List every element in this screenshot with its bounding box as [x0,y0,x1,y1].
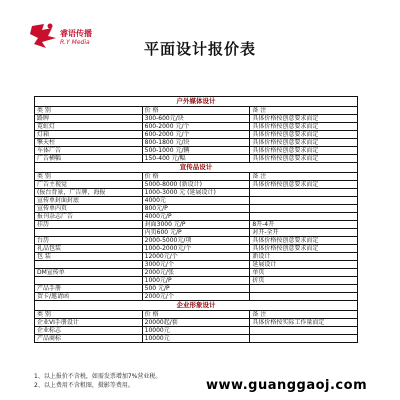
category-cell: 广告主视觉 [35,181,143,189]
category-cell: 宣传单内页 [35,205,143,213]
price-cell: 1000元/P [142,277,250,285]
price-cell: 内页600 元/P [142,229,250,237]
column-header: 类 别 [35,107,143,115]
price-cell: 5000-8000 (新设计) [142,181,250,189]
remark-cell [250,293,358,301]
table-row [35,115,358,123]
category-cell: 报刊杂志广告 [35,213,143,221]
category-cell: 灯箱 [35,131,143,139]
remark-cell [250,327,358,335]
category-cell: 贺卡/邀请函 [35,293,143,301]
price-cell: 600-2000 元/个 [142,131,250,139]
table-row [35,253,358,261]
remark-cell: 具体价格按实际工作量而定 [250,319,358,327]
table-row [35,139,358,147]
column-header: 价 格 [142,107,250,115]
remark-cell [250,285,358,293]
price-cell: 500 元/P [142,285,250,293]
remark-cell: 对开-全开 [250,229,358,237]
section-heading-row [35,301,358,311]
category-cell: 广告横幅 [35,155,143,163]
table-row [35,205,358,213]
price-cell: 4000元 [142,197,250,205]
price-cell: 20000起/套 [142,319,250,327]
table-row [35,293,358,301]
remark-cell: 单页 [250,269,358,277]
section-heading: 户外媒体设计 [35,97,358,107]
column-header: 备 注 [250,173,358,181]
category-cell [35,261,143,269]
category-cell: 包 装 [35,253,143,261]
site-watermark: www.guanggaoj.com [206,378,368,393]
price-cell: 2000元/张 [142,269,250,277]
price-cell: 3000元/个 [142,261,250,269]
remark-cell: 具体价格按创意要求而定 [250,147,358,155]
remark-cell: 折页 [250,277,358,285]
price-cell: 800-1800 元/块 [142,139,250,147]
section-heading: 宣传品设计 [35,163,358,173]
category-cell: 宣传单封面封底 [35,197,143,205]
section-heading-row [35,97,358,107]
table-row [35,327,358,335]
price-cell: 1000-2000元/个 [142,245,250,253]
category-cell: 企业标志 [35,327,143,335]
table-row [35,131,358,139]
table-row [35,197,358,205]
table-row [35,277,358,285]
section-heading: 企业形象设计 [35,301,358,311]
logo-company-cn: 睿语传播 [60,29,92,38]
logo-company-en: R.Y Media [60,39,90,46]
column-header: 类 别 [35,311,143,319]
category-cell: 产品手册 [35,285,143,293]
column-header: 备 注 [250,311,358,319]
price-cell: 10000元 [142,327,250,335]
table-row [35,261,358,269]
remark-cell: 具体价格按创意要求而定 [250,181,358,189]
table-row [35,245,358,253]
footnote: 1、以上报价不含税，如需发票增加7%营业税。 [34,373,162,380]
remark-cell: 具体价格按创意要求而定 [250,237,358,245]
category-cell: 台历 [35,237,143,245]
footnote: 2、以上费用不含租图，摄影等费用。 [34,382,134,389]
column-header-row [35,107,358,115]
table-row [35,229,358,237]
price-cell: 10000元 [142,335,250,343]
category-cell: 产品商标 [35,335,143,343]
price-sheet [34,96,358,343]
table-row [35,147,358,155]
price-cell: 500-1000 元/辆 [142,147,250,155]
category-cell [35,277,143,285]
remark-cell: 具体价格按创意要求而定 [250,131,358,139]
remark-cell [250,189,358,197]
remark-cell: 延展设计 [250,261,358,269]
price-cell: 封面3000 元/P [142,221,250,229]
price-cell: 4000元/P [142,213,250,221]
category-cell: 车体广告 [35,147,143,155]
remark-cell: 具体价格按创意要求而定 [250,115,358,123]
price-cell: 150-400 元/幅 [142,155,250,163]
remark-cell [250,205,358,213]
category-cell: 礼品包装 [35,245,143,253]
page-title: 平面设计报价表 [143,40,256,58]
table-row [35,319,358,327]
table-row [35,269,358,277]
section-heading-row [35,163,358,173]
column-header: 备 注 [250,107,358,115]
column-header-row [35,311,358,319]
remark-cell: 具体价格按创意要求而定 [250,245,358,253]
remark-cell: 具体价格按创意要求而定 [250,155,358,163]
table-row [35,221,358,229]
footnotes [34,372,161,390]
remark-cell: 具体价格按创意要求而定 [250,123,358,131]
category-cell: 路牌 [35,115,143,123]
table-row [35,285,358,293]
category-cell [35,229,143,237]
category-cell: 挂历 [35,221,143,229]
table-row [35,213,358,221]
remark-cell [250,197,358,205]
column-header: 价 格 [142,173,250,181]
table-row [35,123,358,131]
price-table [34,96,358,343]
price-cell: 2000元/个 [142,293,250,301]
category-cell: 企业VI手册设计 [35,319,143,327]
column-header: 类 别 [35,173,143,181]
category-cell: 霓虹灯 [35,123,143,131]
remark-cell [250,335,358,343]
column-header-row [35,173,358,181]
category-cell: 擎天柱 [35,139,143,147]
table-row [35,181,358,189]
table-row [35,237,358,245]
price-cell: 2000-5000元/项 [142,237,250,245]
price-cell: 300-600元/块 [142,115,250,123]
price-cell: 1000-3000 元 (延展设计) [142,189,250,197]
table-row [35,189,358,197]
price-cell: 800元/P [142,205,250,213]
column-header: 价 格 [142,311,250,319]
price-cell: 600-2000 元/个 [142,123,250,131]
price-cell: 12000元/个 [142,253,250,261]
category-cell: (报台背景，广告牌，海报 [35,189,143,197]
category-cell: DM宣传单 [35,269,143,277]
remark-cell: 新设计 [250,253,358,261]
remark-cell: 具体价格按创意要求而定 [250,139,358,147]
table-row [35,155,358,163]
remark-cell: 8开-4开 [250,221,358,229]
remark-cell [250,213,358,221]
table-row [35,335,358,343]
